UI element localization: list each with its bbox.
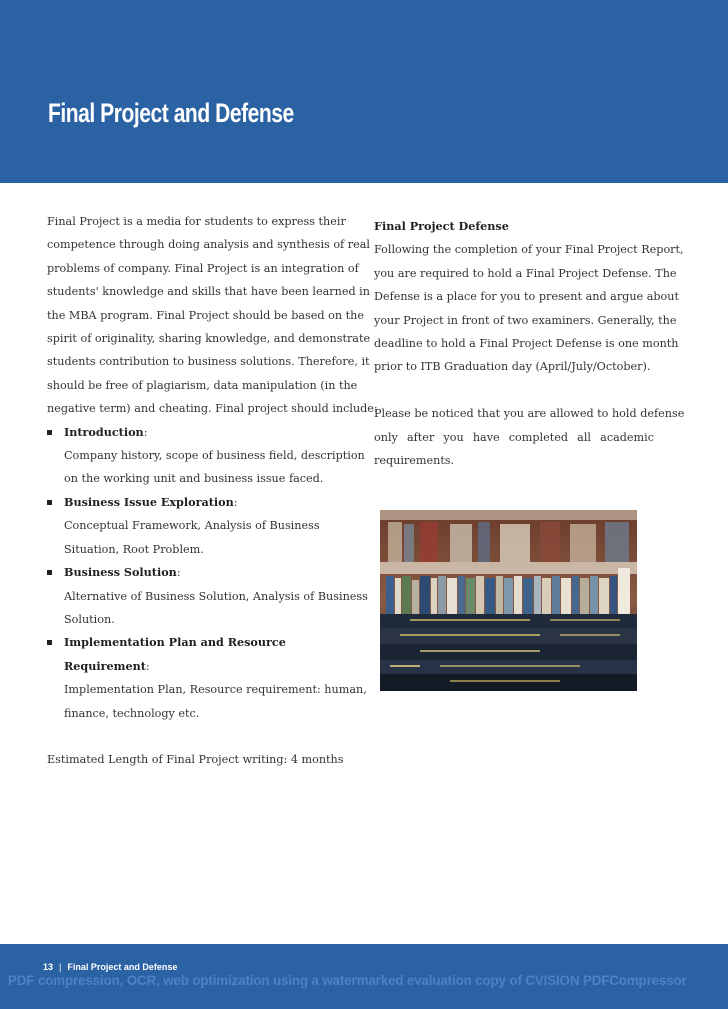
list-item-description xyxy=(64,585,368,632)
notice-paragraph xyxy=(374,402,685,472)
list-item-suffix: : xyxy=(143,425,148,439)
list-item xyxy=(47,421,365,491)
intro-line: spirit of originality, sharing knowledge, and demonstrate xyxy=(47,332,371,346)
description-line: on the working unit and business issue faced. xyxy=(64,472,324,486)
list-item-suffix: : xyxy=(233,495,238,509)
intro-line: negative term) and cheating. Final project should include: xyxy=(47,402,378,416)
intro-line: should be free of plagiarism, data manipulation (in the xyxy=(47,378,358,392)
description-line: Conceptual Framework, Analysis of Business xyxy=(64,519,320,533)
list-item-description xyxy=(64,444,365,491)
page-title: Final Project and Defense xyxy=(48,98,294,128)
watermark-text: PDF compression, OCR, web optimization using a watermarked evaluation copy of CVISION PDFCompressor xyxy=(8,973,687,988)
paragraph-line: Defense is a place for you to present and argue about xyxy=(374,290,679,304)
list-item-title: Implementation Plan and Resource Requirement xyxy=(64,635,286,673)
section-heading: Final Project Defense xyxy=(374,219,509,233)
intro-paragraph xyxy=(47,210,378,421)
list-item xyxy=(47,631,367,725)
footer-separator: | xyxy=(59,962,62,972)
intro-line: students' knowledge and skills that have been learned in xyxy=(47,285,370,299)
square-bullet-icon xyxy=(47,640,52,645)
description-line: finance, technology etc. xyxy=(64,706,200,720)
intro-line: Final Project is a media for students to express their xyxy=(47,215,346,228)
list-item-title: Introduction xyxy=(64,424,144,439)
left-column xyxy=(47,210,378,771)
paragraph-line: Please be noticed that you are allowed to hold defense xyxy=(374,407,685,421)
list-item-suffix: : xyxy=(176,566,181,580)
footer-label xyxy=(43,962,177,972)
square-bullet-icon xyxy=(47,570,52,575)
intro-line: the MBA program. Final Project should be based on the xyxy=(47,308,364,322)
paragraph-line: Following the completion of your Final Project Report, xyxy=(374,243,684,257)
paragraph-line: only after you have completed all academic xyxy=(374,430,654,444)
intro-line: competence through doing analysis and synthesis of real xyxy=(47,238,370,252)
description-line: Alternative of Business Solution, Analysis of Business xyxy=(64,589,368,603)
page-number: 13 xyxy=(43,962,54,972)
paragraph-line: your Project in front of two examiners. Generally, the xyxy=(374,313,677,327)
list-item-description xyxy=(64,678,367,725)
intro-line: problems of company. Final Project is an integration of xyxy=(47,261,359,275)
paragraph-line: requirements. xyxy=(374,454,455,468)
square-bullet-icon xyxy=(47,430,52,435)
footer-section-title: Final Project and Defense xyxy=(67,962,178,972)
description-line: Solution. xyxy=(64,612,115,626)
list-item xyxy=(47,491,335,561)
defense-paragraph xyxy=(374,238,684,378)
intro-line: students contribution to business solutions. Therefore, it xyxy=(47,355,370,369)
paragraph-line: deadline to hold a Final Project Defense is one month xyxy=(374,337,679,351)
paragraph-line: prior to ITB Graduation day (April/July/October). xyxy=(374,360,651,374)
bookshelf-photo xyxy=(380,510,637,691)
header-band xyxy=(0,0,728,183)
list-item xyxy=(47,561,368,631)
paragraph-line: you are required to hold a Final Project Defense. The xyxy=(374,266,677,280)
estimated-length: Estimated Length of Final Project writing: 4 months xyxy=(47,752,344,766)
list-item-title: Business Solution xyxy=(64,565,177,580)
content-list xyxy=(47,421,368,725)
list-item-description xyxy=(64,514,335,561)
list-item-suffix: : xyxy=(145,659,150,673)
right-column xyxy=(374,215,685,472)
description-line: Company history, scope of business field, description xyxy=(64,449,365,463)
description-line: Implementation Plan, Resource requirement: human, xyxy=(64,683,367,697)
square-bullet-icon xyxy=(47,500,52,505)
bookshelf-illustration xyxy=(380,510,637,691)
description-line: Situation, Root Problem. xyxy=(64,542,204,556)
list-item-title: Business Issue Exploration xyxy=(64,494,234,509)
